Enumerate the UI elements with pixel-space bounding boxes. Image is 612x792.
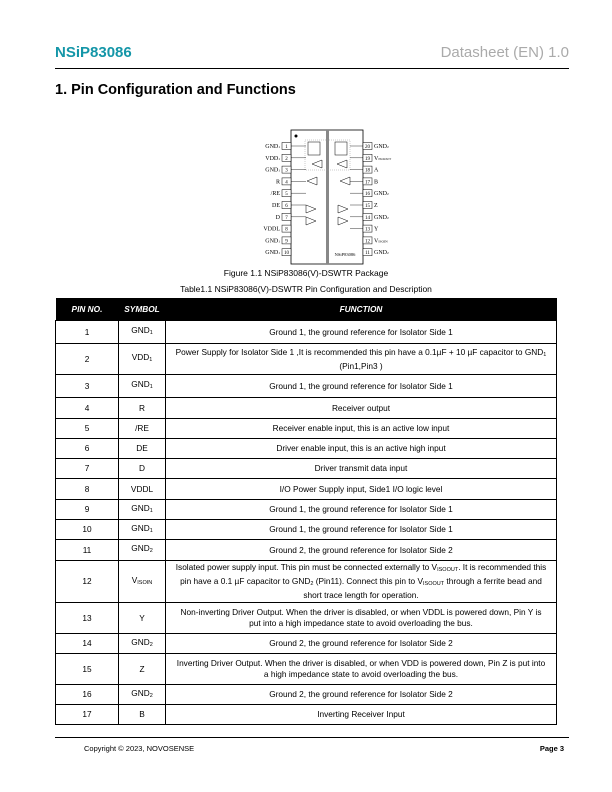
pin-function: Ground 2, the ground reference for Isolator Side 2 [166,634,557,654]
pin-number: 12 [56,561,119,603]
table-row [56,344,557,375]
pin-number: 7 [56,459,119,479]
pin-function: Receiver output [166,398,557,419]
pin-function: Ground 2, the ground reference for Isolator Side 2 [166,685,557,705]
table-row [56,439,557,459]
figure-caption: Figure 1.1 NSiP83086(V)-DSWTR Package [223,268,389,278]
pin-number: 14 [56,634,119,654]
pin-label: GND2 [374,214,389,221]
pin-symbol: /RE [119,419,166,439]
pin-label: VDD1 [265,155,280,162]
table-row [56,654,557,685]
pin-function: Isolated power supply input. This pin must be connected externally to $V_{ISOOUT}$. It is recommended this pin have a 0.1 µF capacitor to $GND_2$ (Pin11). Connect this pin to $V_{ISOOUT}$ through a ferrite bead and short trace length for operation. [166,561,557,603]
pin-number: 15 [365,204,370,209]
pin-label: Y [374,226,379,233]
pin-label: A [374,167,379,174]
pin-number: 14 [365,215,370,221]
pin-function: Ground 2, the ground reference for Isolator Side 2 [166,540,557,561]
table-row [56,705,557,725]
pin-function: I/O Power Supply input, Side1 I/O logic level [166,479,557,500]
chip-label: NSiP83086 [334,252,356,257]
pin-number: 6 [285,204,288,209]
pin-label: D [275,214,280,221]
pin-function: Ground 1, the ground reference for Isolator Side 1 [166,321,557,344]
table-row [56,540,557,561]
pin-number: 12 [365,239,370,245]
product-name: NSiP83086 [55,44,132,61]
pin-symbol: $V_{ISOIN}$ [119,561,166,603]
pin-function: Ground 1, the ground reference for Isolator Side 1 [166,375,557,398]
pin-label: VISOIN [374,238,388,245]
table-row [56,520,557,540]
table-row [56,603,557,634]
table-row [56,398,557,419]
col-function: FUNCTION [166,298,557,321]
pin-number: 6 [56,439,119,459]
pin-function: Receiver enable input, this is an active low input [166,419,557,439]
pin-label: /RE [270,191,280,198]
section-title: 1. Pin Configuration and Functions [55,82,296,98]
pin-number: 19 [365,156,370,162]
pin-number: 10 [56,520,119,540]
table-row [56,479,557,500]
table-row [56,375,557,398]
pin-number: 9 [285,239,288,245]
isolation-barrier [326,130,329,264]
pin-number: 16 [56,685,119,705]
copyright: Copyright © 2023, NOVOSENSE [84,744,195,753]
pin-function: Driver enable input, this is an active high input [166,439,557,459]
pin-symbol: B [119,705,166,725]
table-row [56,561,557,603]
pin-symbol: $GND_1$ [119,375,166,398]
pin-number: 3 [285,168,288,174]
footer-divider [55,737,569,738]
pin-table [55,298,557,725]
table-caption: Table1.1 NSiP83086(V)-DSWTR Pin Configuration and Description [180,284,432,294]
document-version: Datasheet (EN) 1.0 [440,44,569,61]
pin-label: VISOOUT [374,155,392,162]
pin1-marker [295,135,298,138]
pin-symbol: $GND_1$ [119,500,166,520]
col-symbol: SYMBOL [119,298,166,321]
pin-symbol: DE [119,439,166,459]
pin-function: Inverting Receiver Input [166,705,557,725]
pin-number: 1 [285,145,288,150]
pin-function: Ground 1, the ground reference for Isolator Side 1 [166,500,557,520]
pin-label: GND2 [374,144,389,150]
pin-number: 9 [56,500,119,520]
header-divider [55,68,569,69]
table-row [56,685,557,705]
pin-symbol: $GND_1$ [119,520,166,540]
pin-number: 13 [56,603,119,634]
pin-number: 15 [56,654,119,685]
pin-function: Ground 1, the ground reference for Isolator Side 1 [166,520,557,540]
pin-symbol: $VDD_1$ [119,344,166,375]
pin-label: B [374,179,379,186]
pin-number: 1 [56,321,119,344]
pin-number: 8 [56,479,119,500]
pin-function: Power Supply for Isolator Side 1 ,It is recommended this pin have a 0.1µF + 10 µF capacitor to $GND_1$ (Pin1,Pin3 ) [166,344,557,375]
pin-number: 3 [56,375,119,398]
pin-label: DE [272,203,280,209]
table-row [56,500,557,520]
pin-number: 5 [285,192,288,198]
pin-number: 2 [56,344,119,375]
pin-number: 11 [56,540,119,561]
pin-label: VDDL [263,226,280,233]
page-number: Page 3 [539,744,564,753]
pin-label: Z [374,203,378,209]
pin-symbol: VDDL [119,479,166,500]
pin-function: Non-inverting Driver Output. When the driver is disabled, or when VDDL is powered down, Pin Y is put into a high impedance state to avoid overloading the bus. [166,603,557,634]
table-row [56,419,557,439]
pin-function: Driver transmit data input [166,459,557,479]
pin-symbol: D [119,459,166,479]
pin-number: 2 [285,156,288,162]
pin-number: 20 [365,145,370,150]
pin-symbol: Y [119,603,166,634]
pin-number: 13 [365,227,370,233]
pin-symbol: $GND_2$ [119,634,166,654]
pin-function: Inverting Driver Output. When the driver is disabled, or when VDD is powered down, Pin Z is put into a high impedance state to avoid overloading the bus. [166,654,557,685]
pin-label: R [275,179,280,186]
pin-number: 8 [285,227,288,233]
col-pin-no: PIN NO. [56,298,119,321]
pin-label: GND1 [265,144,280,150]
pin-label: GND2 [374,250,389,257]
pin-number: 17 [365,180,370,186]
pin-number: 11 [365,251,370,257]
pin-number: 18 [365,168,370,174]
pin-number: 10 [284,251,289,257]
pin-label: GND1 [265,250,280,257]
pin-number: 16 [365,192,370,198]
pin-number: 4 [56,398,119,419]
pin-number: 5 [56,419,119,439]
pin-label: GND2 [374,191,389,198]
pin-symbol: R [119,398,166,419]
pin-symbol: $GND_1$ [119,321,166,344]
pin-label: GND1 [265,238,280,245]
pin-symbol: Z [119,654,166,685]
table-row [56,634,557,654]
table-row [56,321,557,344]
pin-label: GND1 [265,167,280,174]
pin-symbol: $GND_2$ [119,540,166,561]
pin-number: 17 [56,705,119,725]
pin-number: 4 [285,180,288,186]
table-row [56,459,557,479]
pin-symbol: $GND_2$ [119,685,166,705]
pin-diagram [240,128,400,268]
pin-number: 7 [285,215,288,221]
